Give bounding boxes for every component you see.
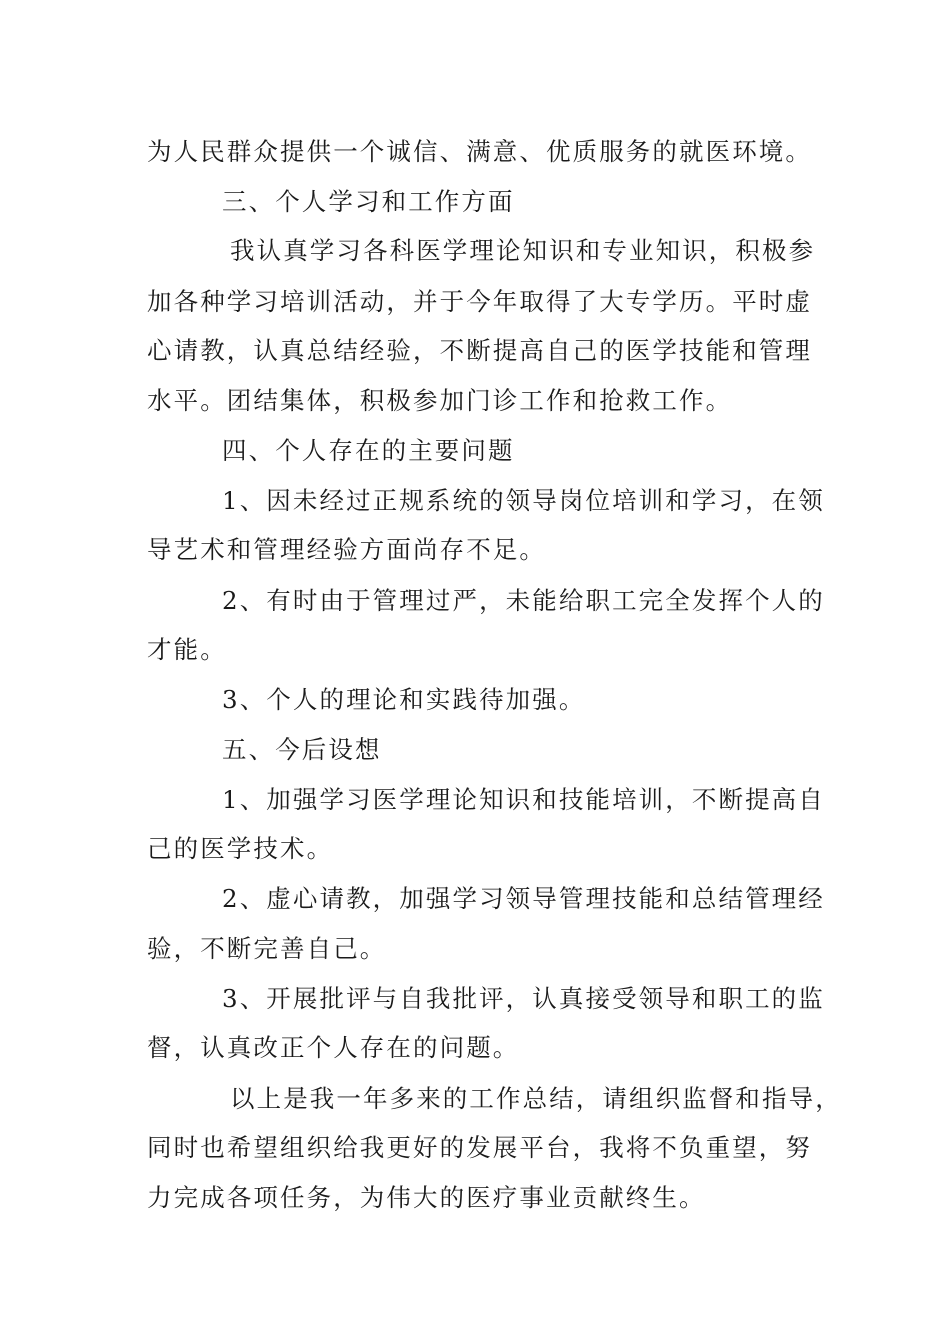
text-line: 加各种学习培训活动，并于今年取得了大专学历。平时虚 xyxy=(147,287,812,316)
section-heading: 五、今后设想 xyxy=(222,735,382,764)
text-line: 导艺术和管理经验方面尚存不足。 xyxy=(147,535,546,564)
text-line: 心请教，认真总结经验，不断提高自己的医学技能和管理 xyxy=(147,336,812,365)
text-line: 验，不断完善自己。 xyxy=(147,934,387,963)
text-line: 1、加强学习医学理论知识和技能培训，不断提高自 xyxy=(222,785,825,814)
text-line: 水平。团结集体，积极参加门诊工作和抢救工作。 xyxy=(147,386,733,415)
text-line: 同时也希望组织给我更好的发展平台，我将不负重望，努 xyxy=(147,1133,812,1162)
section-heading: 四、个人存在的主要问题 xyxy=(222,436,515,465)
text-line: 己的医学技术。 xyxy=(147,834,334,863)
text-line: 3、开展批评与自我批评，认真接受领导和职工的监 xyxy=(222,984,825,1013)
text-line: 力完成各项任务，为伟大的医疗事业贡献终生。 xyxy=(147,1183,706,1212)
text-line: 1、因未经过正规系统的领导岗位培训和学习，在领 xyxy=(222,486,825,515)
text-line: 才能。 xyxy=(147,635,227,664)
text-line: 2、虚心请教，加强学习领导管理技能和总结管理经 xyxy=(222,884,825,913)
text-line: 以上是我一年多来的工作总结，请组织监督和指导， xyxy=(230,1084,842,1113)
text-line: 2、有时由于管理过严，未能给职工完全发挥个人的 xyxy=(222,586,825,615)
section-heading: 三、个人学习和工作方面 xyxy=(222,187,515,216)
text-line: 督，认真改正个人存在的问题。 xyxy=(147,1033,520,1062)
text-line: 为人民群众提供一个诚信、满意、优质服务的就医环境。 xyxy=(147,137,812,166)
text-line: 我认真学习各科医学理论知识和专业知识，积极参 xyxy=(230,236,816,265)
text-line: 3、个人的理论和实践待加强。 xyxy=(222,685,586,714)
